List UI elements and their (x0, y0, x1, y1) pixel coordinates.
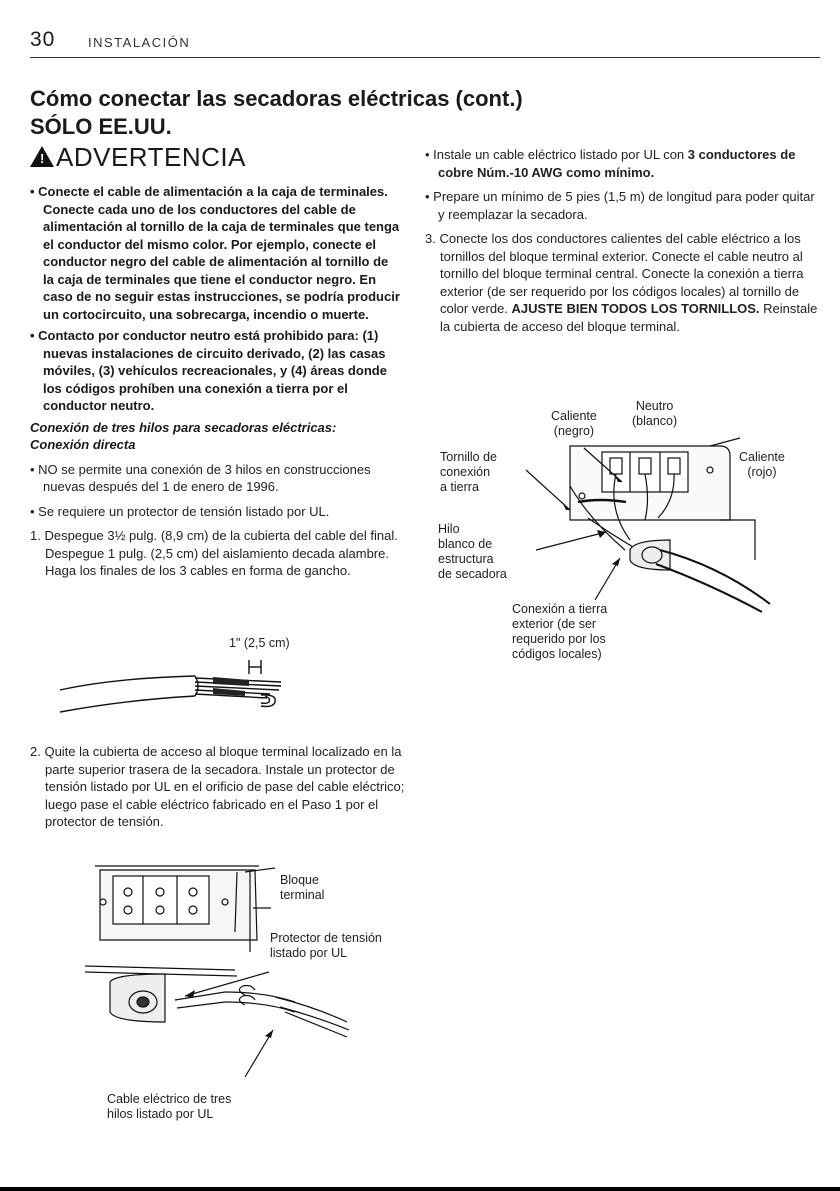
three-wire-bullet: • Se requiere un protector de tensión listado por UL. (30, 503, 330, 519)
three-wire-heading: Conexión de tres hilos para secadoras eléctricas: (30, 419, 337, 435)
white-wire-label: Hilo blanco de estructura de secadora (438, 522, 507, 581)
hot-black-label: Caliente (negro) (551, 409, 597, 438)
strain-relief-label: Protector de tensión listado por UL (270, 931, 382, 960)
page-title: Cómo conectar las secadoras eléctricas (cont.) (30, 86, 523, 111)
hot-red-label: Caliente (rojo) (739, 450, 785, 479)
power-cord-label: Cable eléctrico de tres hilos listado por UL (107, 1092, 232, 1121)
neutral-label: Neutro (blanco) (632, 399, 678, 428)
cord-length-bullet: • Prepare un mínimo de 5 pies (1,5 m) de longitud para poder quitar y reemplazar la secadora. (425, 189, 815, 222)
step-1: 1. Despegue 3½ pulg. (8,9 cm) de la cubierta del cable del final. Despegue 1 pulg. (2,5 cm) del aislamiento decada alambre. Haga los finales de los 3 cables en forma de gancho. (30, 528, 398, 578)
right-column (425, 146, 820, 335)
step-3: 3. Conecte los dos conductores calientes del cable eléctrico a los tornillos del bloque terminal exterior. Conecte el cable neutro al tornillo del bloque terminal central. Conecte la conexión a tierra exterior (de ser requerido por los códigos locales) al tornillo de color verde. AJUSTE BIEN TODOS LOS TORNILLOS. Reinstale la cubierta de acceso del bloque terminal. (425, 231, 818, 334)
cord-requirement-bullet: • Instale un cable eléctrico listado por UL con 3 conductores de cobre Núm.-10 AWG como mínimo. (425, 147, 796, 180)
three-wire-subheading: Conexión directa (30, 437, 136, 452)
page-header (30, 28, 820, 58)
three-wire-bullet: • NO se permite una conexión de 3 hilos en construcciones nuevas después del 1 de enero de 1996. (30, 461, 371, 494)
bottom-rule (0, 1187, 840, 1191)
step-2: 2. Quite la cubierta de acceso al bloque terminal localizado en la parte superior trasera de la secadora. Instale un protector de tensión listado por UL en el orificio de pase del cable eléctrico; luego pase el cable eléctrico fabricado en el Paso 1 por el protector de tensión. (30, 744, 405, 829)
ground-screw-label: Tornillo de conexión a tierra (440, 450, 497, 494)
wiring-detail-figure (420, 390, 820, 640)
left-column (30, 183, 400, 580)
warning-icon (30, 146, 54, 167)
section-name: INSTALACIÓN (88, 35, 191, 50)
external-ground-label: Conexión a tierra exterior (de ser requerido por los códigos locales) (512, 602, 608, 661)
page-number: 30 (30, 28, 56, 51)
page-subtitle: SÓLO EE.UU. (30, 114, 172, 139)
terminal-block-figure (85, 862, 385, 1092)
strip-length-label: 1" (2,5 cm) (229, 636, 290, 650)
warning-bullet: • Contacto por conductor neutro está prohibido para: (1) nuevas instalaciones de circuito derivado, (2) las casas móviles, (3) vehículos recreacionales, y (4) áreas donde los códigos prohíben una conexión a tierra por el conductor neutro. (30, 328, 387, 413)
warning-bullet: • Conecte el cable de alimentación a la caja de terminales. Conecte cada uno de los conductores del cable de alimentación al tornillo de la caja de terminales que tenga el conductor del mismo color. Por ejemplo, conecte el conductor negro del cable de alimentación al tornillo de la caja de terminales que tiene el conductor negro. En caso de no seguir estas instrucciones, se podría producir un cortocircuito, una sobrecarga, incendio o muerte. (30, 184, 400, 322)
warning-heading (30, 142, 246, 173)
warning-label: ADVERTENCIA (56, 142, 246, 172)
step-2-block (30, 743, 410, 831)
terminal-block-label: Bloque terminal (280, 873, 325, 902)
